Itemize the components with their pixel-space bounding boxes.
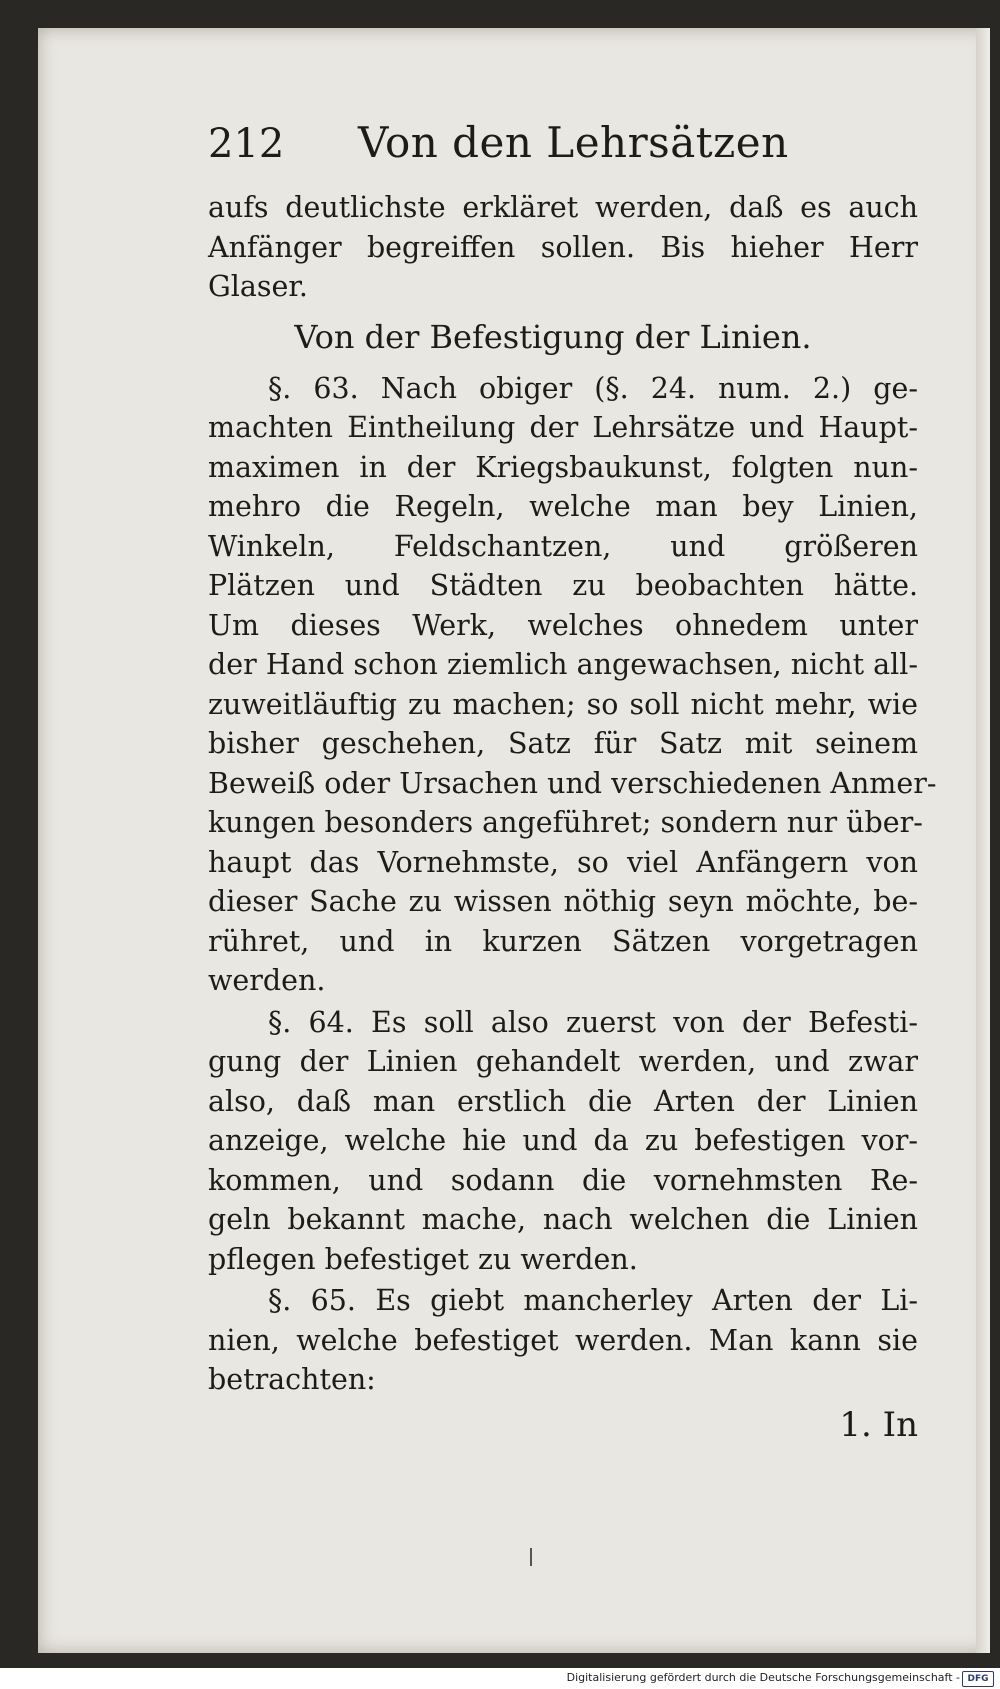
page-number: 212 [208,121,285,167]
text-line: kommen, und sodann die vornehmsten Re- [208,1163,918,1197]
text-line: betrachten: [208,1363,376,1396]
text-line: Winkeln, Feldschantzen, und größeren [208,529,918,563]
text-line: pflegen befestiget zu werden. [208,1242,638,1276]
text-line: §. 63. Nach obiger (§. 24. num. 2.) ge- [268,371,918,405]
paragraph-65 [208,1281,918,1400]
dfg-logo: DFG [962,1671,994,1687]
text-line: maximen in der Kriegsbaukunst, folgten nun- [208,450,918,484]
printer-mark [530,1548,532,1566]
text-line: nien, welche befestiget werden. Man kann sie [208,1323,918,1357]
text-line: kungen besonders angeführet; sondern nur über- [208,806,923,839]
text-line: Anfänger begreiffen sollen. Bis hieher Herr [208,230,918,264]
text-line: dieser Sache zu wissen nöthig seyn möchte, be- [208,885,918,918]
text-line: gung der Linien gehandelt werden, und zwar [208,1045,918,1078]
text-line: machten Eintheilung der Lehrsätze und Haupt- [208,411,918,444]
text-line: der Hand schon ziemlich angewachsen, nicht all- [208,648,918,681]
page-edge [976,28,990,1653]
text-line: aufs deutlichste erkläret werden, daß es auch [208,191,918,224]
running-title: Von den Lehrsätzen [358,118,789,167]
text-line: geln bekannt mache, nach welchen die Linien [208,1203,918,1236]
text-line: bisher geschehen, Satz für Satz mit seinem [208,727,918,760]
text-line: zuweitläuftig zu machen; so soll nicht mehr, wie [208,687,918,721]
text-line: anzeige, welche hie und da zu befestigen vor- [208,1124,918,1157]
text-line: also, daß man erstlich die Arten der Linien [208,1084,918,1118]
text-block [208,118,937,1448]
text-line: §. 65. Es giebt mancherley Arten der Li- [268,1284,918,1317]
text-line: Um dieses Werk, welches ohnedem unter [208,608,918,642]
text-line: Plätzen und Städten zu beobachten hätte. [208,569,918,602]
paragraph-continuation [208,188,918,307]
text-line: werden. [208,964,326,997]
text-line: haupt das Vornehmste, so viel Anfängern von [208,845,918,879]
text-line: rühret, und in kurzen Sätzen vorgetragen [208,924,918,958]
paragraph-63 [208,369,937,1001]
footer-bar [0,1668,1000,1689]
section-heading: Von der Befestigung der Linien. [294,317,812,356]
text-line: Glaser. [208,270,308,303]
catchword: 1. In [839,1404,918,1445]
text-line: Beweiß oder Ursachen und verschiedenen Anmer- [208,766,937,800]
text-line: §. 64. Es soll also zuerst von der Befesti- [268,1005,918,1039]
text-line: mehro die Regeln, welche man bey Linien, [208,490,918,523]
funding-credit: Digitalisierung gefördert durch die Deutsche Forschungsgemeinschaft - [566,1671,960,1684]
paragraph-64 [208,1003,918,1280]
running-head [208,118,918,188]
